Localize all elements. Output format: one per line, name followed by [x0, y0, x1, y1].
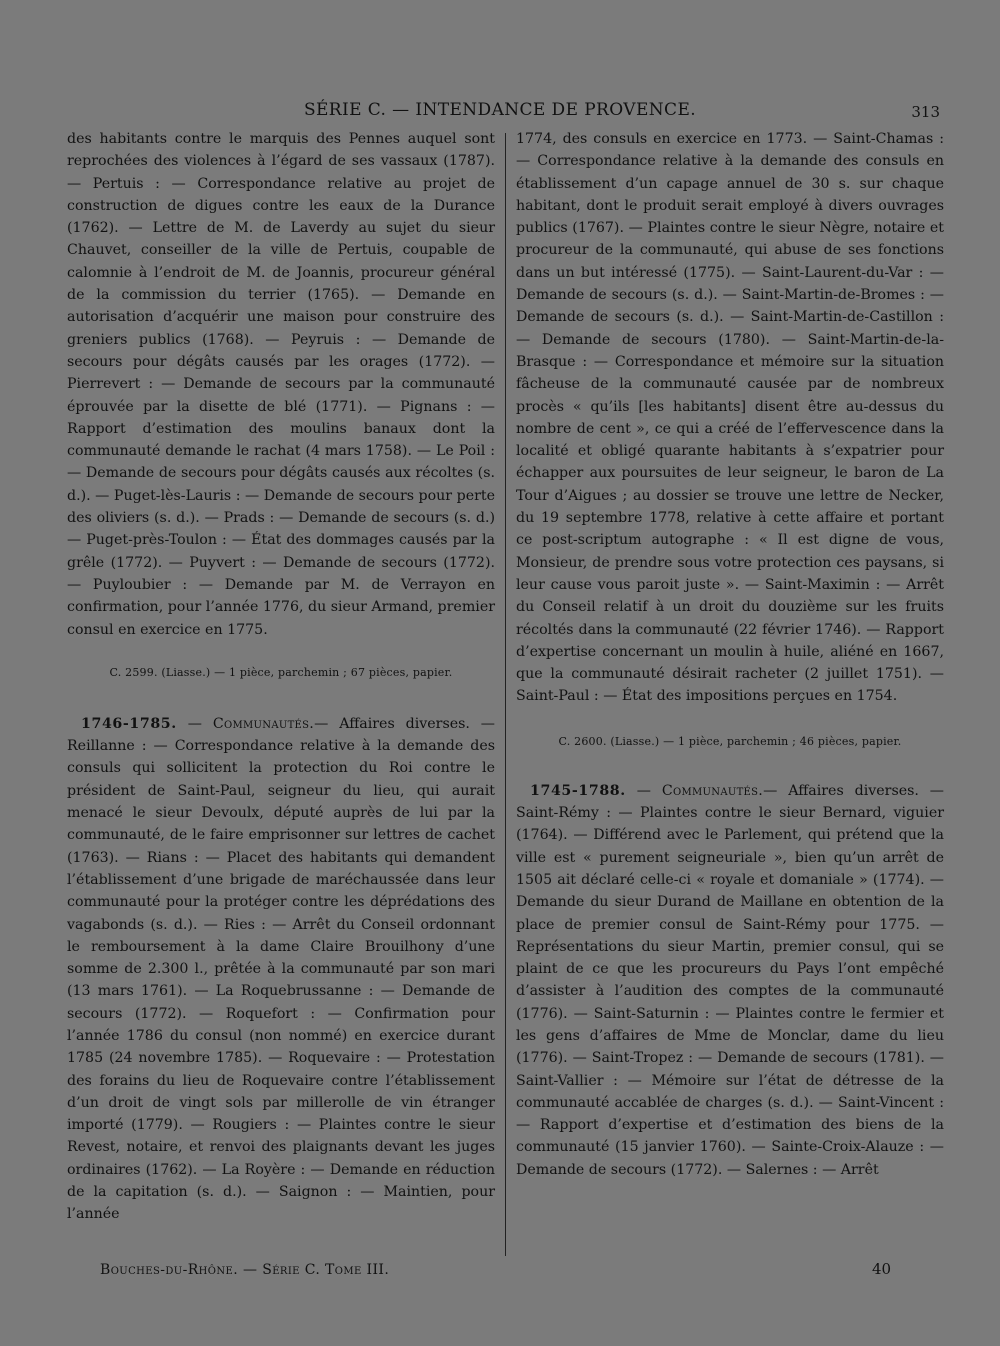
left-cote-line: C. 2599. (Liasse.) — 1 pièce, parchemin ; 67 pièces, papier.: [109, 665, 453, 679]
column-divider: [505, 133, 506, 1256]
right-entry: 1745-1788. — Communautés.— Affaires diverses. — Saint-Rémy : — Plaintes contre le sieur Bernard, viguier (1764). — Différend avec le Parlement, qui prétend que la ville est « purement seigneuriale », bien qu’un arrêt de 1505 ait déclaré celle-ci « royale et domaniale » (1774). — Demande du sieur Durand de Maillane en obtention de la place de premier consul de Saint-Rémy pour 1775. — Représentations du sieur Martin, premier consul, qui se plaint de ce que les procureurs du Pays l’ont empêché d’assister à l’audition des comptes de la communauté (1776). — Saint-Saturnin : — Plaintes contre le fermier et les gens d’affaires de Mme de Monclar, dame du lieu (1776). — Saint-Tropez : — Demande de secours (1781). — Saint-Vallier : — Mémoire sur l’état de détresse de la communauté accablée de charges (s. d.). — Saint-Vincent : — Rapport d’expertise et d’estimation des biens de la communauté (15 janvier 1760). — Sainte-Croix-Alauze : — Demande de secours (1772). — Salernes : — Arrêt: [516, 782, 944, 1178]
right-entry-heading: Communautés.: [661, 782, 764, 799]
right-continuation-text: 1774, des consuls en exercice en 1773. — Saint-Chamas : — Correspondance relative à la demande des consuls en établissement d’un capage annuel de 30 s. sur chaque habitant, dont le produit serait employé à divers ouvrages publics (1767). — Plaintes contre le sieur Nègre, notaire et procureur de la communauté, qui abuse de ses fonctions dans un but intéressé (1775). — Saint-Laurent-du-Var : — Demande de secours (s. d.). — Saint-Martin-de-Bromes : — Demande de secours (s. d.). — Saint-Martin-de-Castillon : — Demande de secours (1780). — Saint-Martin-de-la-Brasque : — Correspondance et mémoire sur la situation fâcheuse de la communauté causée par de nombreux procès « qu’ils [les habitants] disent être au-dessus du nombre de cent », ce qui a créé de l’effervescence dans la localité et obligé quarante habitants à s’expatrier pour échapper aux poursuites de leur seigneur, le baron de La Tour d’Aigues ; au dossier se trouve une lettre de Necker, du 19 septembre 1778, relative à cette affaire et portant ce post-scriptum autographe : « Il est digne de vous, Monsieur, de prendre sous votre protection ces paysans, si leur cause vous paroit juste ». — Saint-Maximin : — Arrêt du Conseil relatif à un droit du douzième sur les fruits récoltés dans la communauté (22 février 1746). — Rapport d’expertise concernant un moulin à huile, aliéné en 1667, que la communauté désirait racheter (2 juillet 1751). — Saint-Paul : — État des impositions perçues en 1754.: [516, 131, 944, 705]
left-entry: 1746-1785. — Communautés.— Affaires diverses. — Reillanne : — Correspondance relative à la demande des consuls qui sollicitent la protection du Roi contre le président de Saint-Paul, seigneur du lieu, qui aurait menacé le sieur Devoulx, député auprès de lui par la communauté, de le faire emprisonner sur lettres de cachet (1763). — Rians : — Placet des habitants qui demandent l’établissement d’une brigade de maréchaussée dans leur communauté pour la protéger contre les déprédations des vagabonds (s. d.). — Ries : — Arrêt du Conseil ordonnant le remboursement à la dame Claire Brouilhony d’une somme de 2.300 l., prêtée à la communauté par son mari (13 mars 1761). — La Roquebrussanne : — Demande de secours (1772). — Roquefort : — Confirmation pour l’année 1786 du consul (non nommé) en exercice durant 1785 (24 novembre 1785). — Roquevaire : — Protestation des forains du lieu de Roquevaire contre l’établissement d’un droit de vingt sols par millerolle de vin étranger importé (1779). — Rougiers : — Plaintes contre le sieur Revest, notaire, et renvoi des plaignants devant les juges ordinaires (1762). — La Royère : — Demande en réduction de la capitation (s. d.). — Saignon : — Maintien, pour l’année: [67, 715, 495, 1223]
right-entry-date: 1745-1788.: [530, 782, 626, 799]
running-header: SÉRIE C. — INTENDANCE DE PROVENCE.: [303, 100, 697, 120]
footer-series: Bouches-du-Rhône. — Série C. Tome III.: [100, 1262, 390, 1278]
page-number: 313: [911, 103, 940, 121]
footer-number: 40: [872, 1260, 892, 1278]
right-cote-line: C. 2600. (Liasse.) — 1 pièce, parchemin ; 46 pièces, papier.: [558, 734, 902, 748]
left-continuation-text: des habitants contre le marquis des Pennes auquel sont reprochées des violences à l’égard de ses vassaux (1787). — Pertuis : — Correspondance relative au projet de construction de digues contre les eaux de la Durance (1762). — Lettre de M. de Laverdy au sujet du sieur Chauvet, conseiller de la ville de Pertuis, coupable de calomnie à l’endroit de M. de Joannis, procureur général de la commission du terrier (1765). — Demande en autorisation d’acquérir une maison pour construire des greniers publics (1768). — Peyruis : — Demande de secours pour dégâts causés par les orages (1772). — Pierrevert : — Demande de secours par la communauté éprouvée par la disette de blé (1771). — Pignans : — Rapport d’estimation des moulins banaux dont la communauté demande le rachat (4 mars 1758). — Le Poil : — Demande de secours pour dégâts causés aux récoltes (s. d.). — Puget-lès-Lauris : — Demande de secours pour perte des oliviers (s. d.). — Prads : — Demande de secours (s. d.) — Puget-près-Toulon : — État des dommages causés par la grêle (1772). — Puyvert : — Demande de secours (1772). — Puyloubier : — Demande par M. de Verrayon en confirmation, pour l’année 1776, du sieur Armand, premier consul en exercice en 1775.: [67, 131, 495, 638]
left-entry-text: — Affaires diverses. — Reillanne : — Correspondance relative à la demande des consuls qui sollicitent la protection du Roi contre le président de Saint-Paul, seigneur du lieu, qui aurait menacé le sieur Devoulx, député auprès de lui par la communauté, de le faire emprisonner sur lettres de cachet (1763). — Rians : — Placet des habitants qui demandent l’établissement d’une brigade de maréchaussée dans leur communauté pour la protéger contre les déprédations des vagabonds (s. d.). — Ries : — Arrêt du Conseil ordonnant le remboursement à la dame Claire Brouilhony d’une somme de 2.300 l., prêtée à la communauté par son mari (13 mars 1761). — La Roquebrussanne : — Demande de secours (1772). — Roquefort : — Confirmation pour l’année 1786 du consul (non nommé) en exercice durant 1785 (24 novembre 1785). — Roquevaire : — Protestation des forains du lieu de Roquevaire contre l’établissement d’un droit de vingt sols par millerolle de vin étranger importé (1779). — Rougiers : — Plaintes contre le sieur Revest, notaire, et renvoi des plaignants devant les juges ordinaires (1762). — La Royère : — Demande en réduction de la capitation (s. d.). — Saignon : — Maintien, pour l’année: [67, 715, 495, 1223]
right-column: [516, 128, 944, 1181]
right-entry-text: — Affaires diverses. — Saint-Rémy : — Plaintes contre le sieur Bernard, viguier (1764). — Différend avec le Parlement, qui prétend que la ville est « purement seigneuriale », bien qu’un arrêt de 1505 ait déclaré celle-ci « royale et domaniale » (1774). — Demande du sieur Durand de Maillane en obtention de la place de premier consul de Saint-Rémy pour 1775. — Représentations du sieur Martin, premier consul, qui se plaint de ce que les procureurs du Pays l’ont empêché d’assister à l’audition des comptes de la communauté (1776). — Saint-Saturnin : — Plaintes contre le fermier et les gens d’affaires de Mme de Monclar, dame du lieu (1776). — Saint-Tropez : — Demande de secours (1781). — Saint-Vallier : — Mémoire sur l’état de détresse de la communauté accablée de charges (s. d.). — Saint-Vincent : — Rapport d’expertise et d’estimation des biens de la communauté (15 janvier 1760). — Sainte-Croix-Alauze : — Demande de secours (1772). — Salernes : — Arrêt: [516, 782, 944, 1178]
left-entry-heading: Communautés.: [212, 715, 315, 732]
left-entry-date: 1746-1785.: [81, 715, 177, 732]
left-column: [67, 128, 495, 1226]
